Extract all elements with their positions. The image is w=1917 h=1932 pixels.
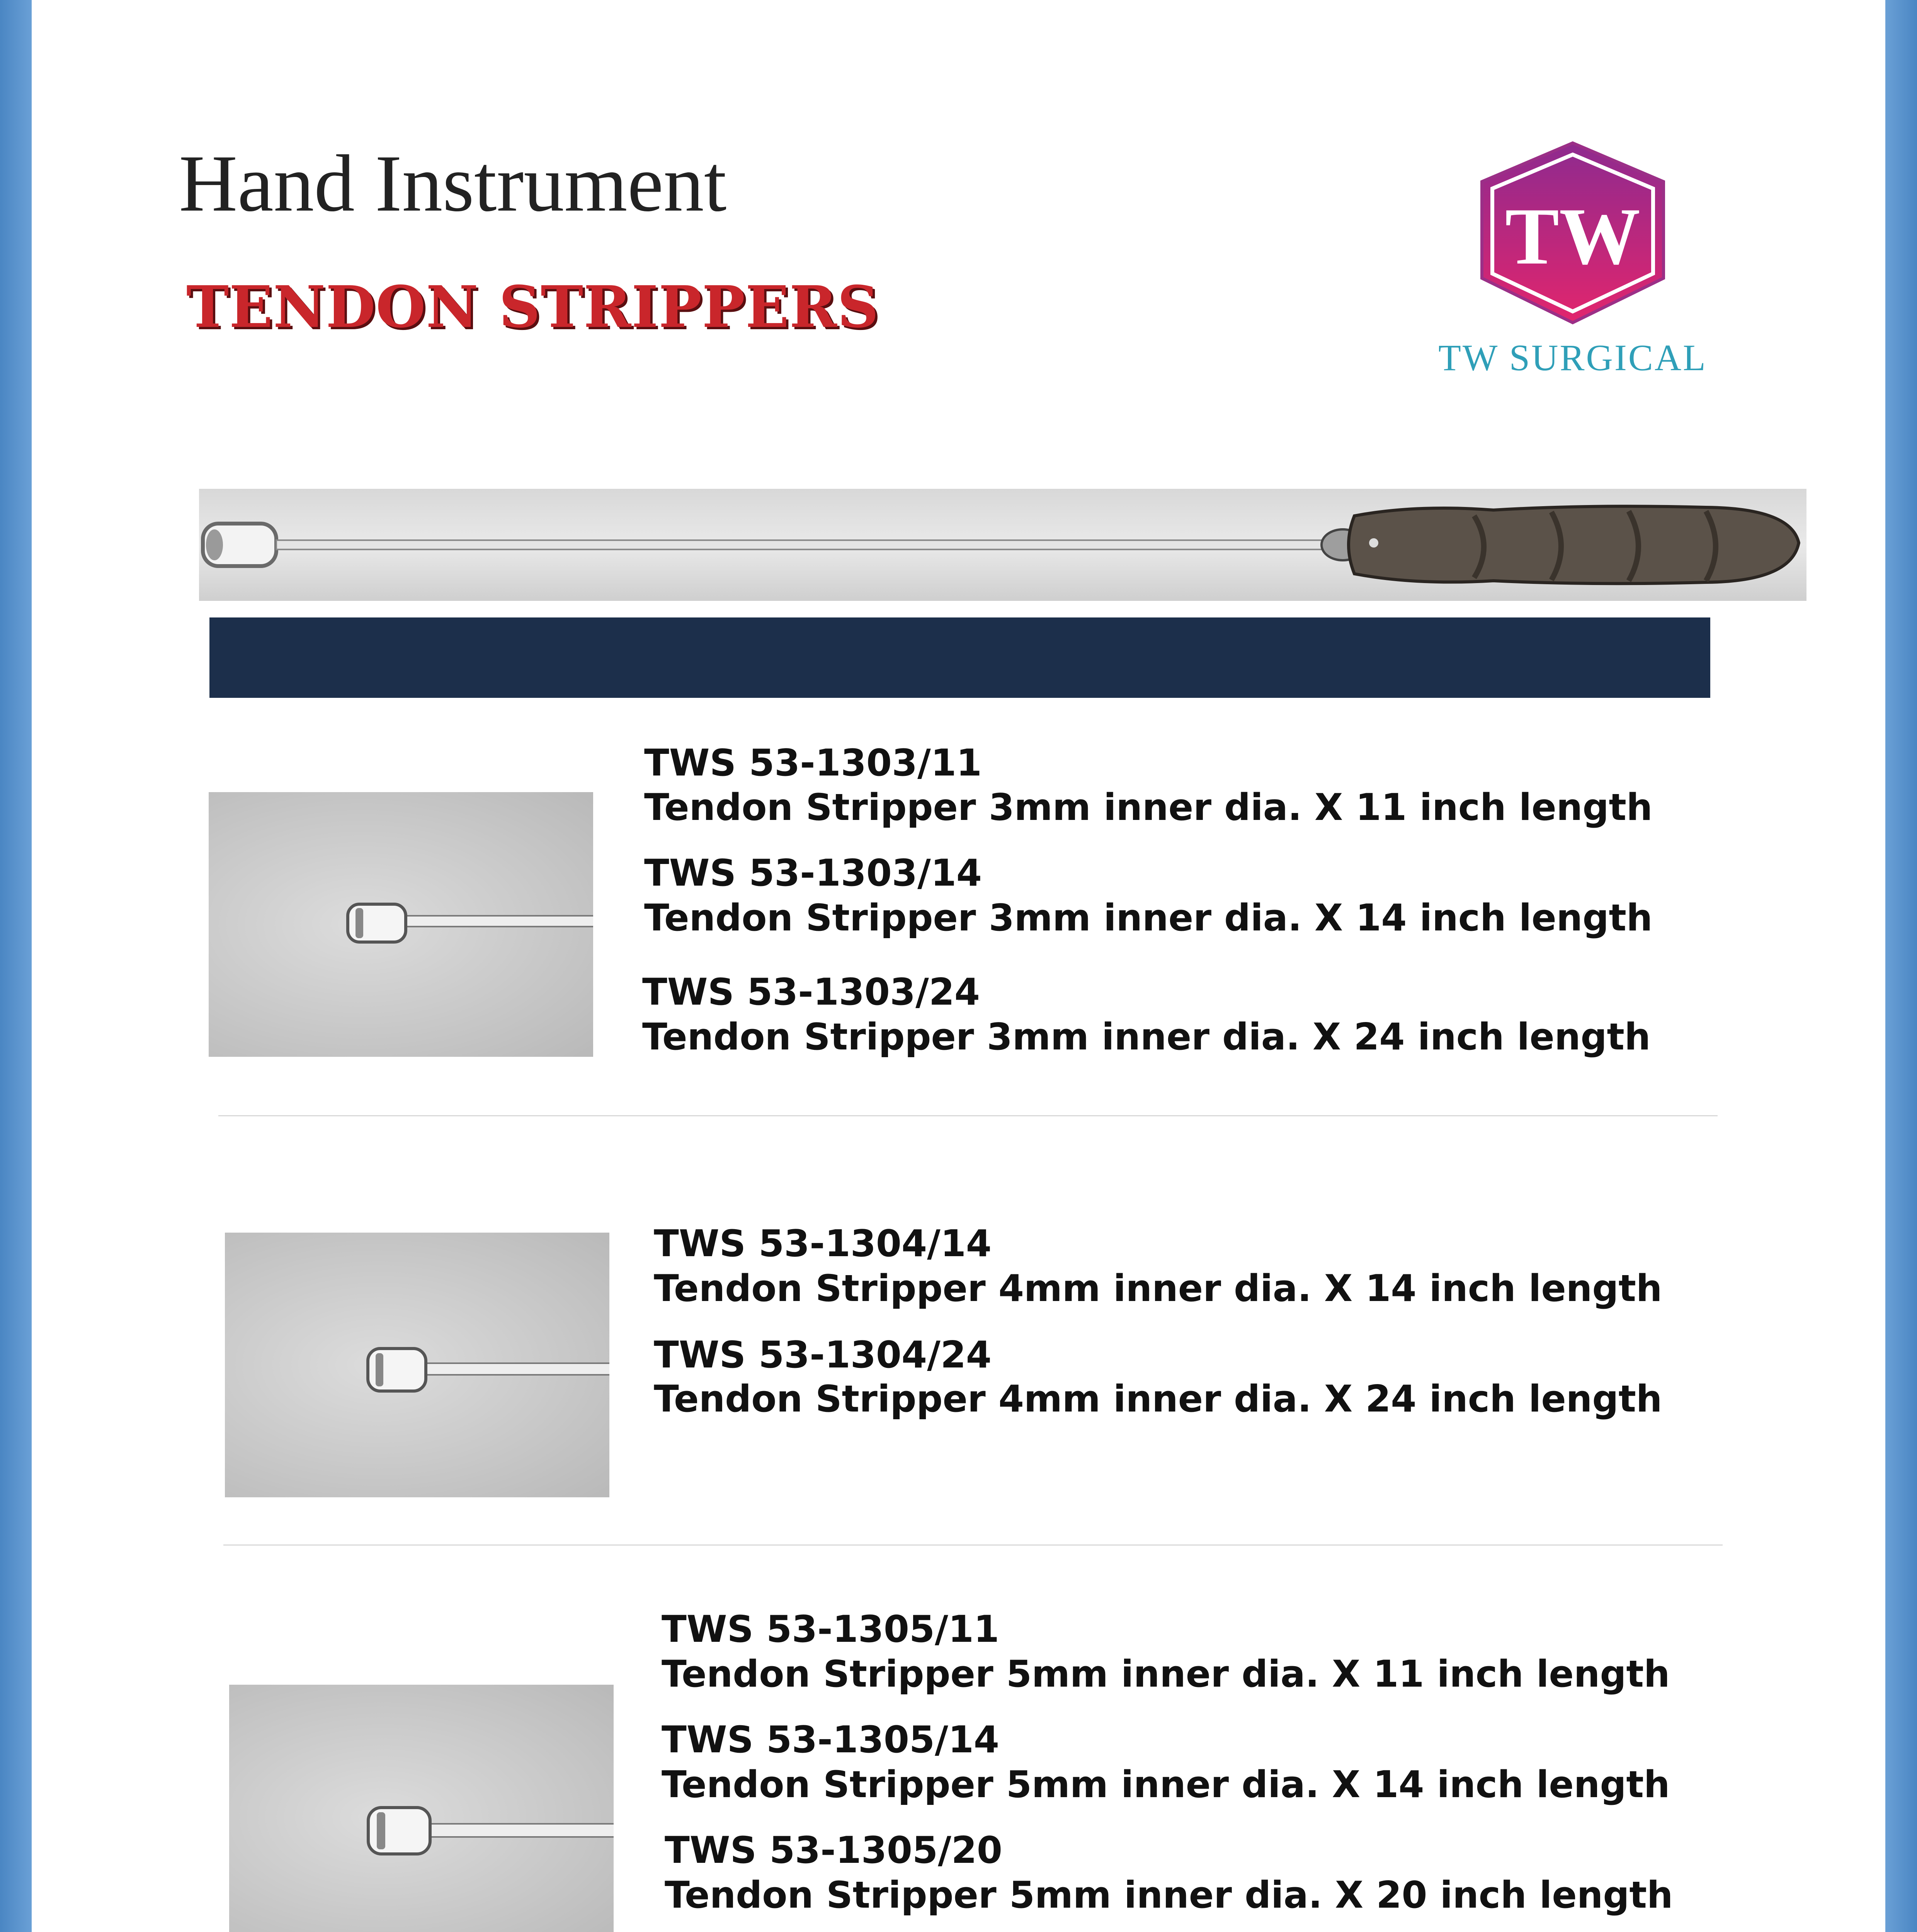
product-description: Tendon Stripper 4mm inner dia. X 14 inch length — [654, 1267, 1662, 1310]
product-image — [229, 1685, 614, 1932]
product-code: TWS 53-1305/11 — [662, 1608, 1000, 1651]
page-subtitle: TENDON STRIPPERS — [186, 273, 879, 340]
page-border-left — [0, 0, 32, 1932]
product-code: TWS 53-1304/24 — [654, 1334, 992, 1376]
product-code: TWS 53-1303/24 — [642, 971, 980, 1014]
product-description: Tendon Stripper 5mm inner dia. X 20 inch length — [665, 1874, 1673, 1917]
logo-shield-icon — [1426, 139, 1720, 332]
product-image — [209, 792, 593, 1057]
product-code: TWS 53-1303/14 — [644, 852, 982, 895]
hero-instrument-image — [199, 489, 1806, 601]
product-description: Tendon Stripper 5mm inner dia. X 11 inch length — [662, 1653, 1670, 1696]
product-description: Tendon Stripper 3mm inner dia. X 11 inch length — [644, 786, 1653, 829]
product-code: TWS 53-1305/20 — [665, 1829, 1003, 1872]
page-border-right — [1885, 0, 1917, 1932]
section-band — [209, 617, 1710, 698]
product-image — [225, 1233, 609, 1497]
product-code: TWS 53-1303/11 — [644, 742, 982, 784]
product-description: Tendon Stripper 3mm inner dia. X 14 inch length — [644, 897, 1653, 939]
section-divider — [223, 1544, 1723, 1546]
product-description: Tendon Stripper 4mm inner dia. X 24 inch length — [654, 1378, 1662, 1420]
product-code: TWS 53-1305/14 — [662, 1719, 1000, 1761]
section-divider — [218, 1115, 1718, 1116]
logo-monogram: TW — [1505, 192, 1641, 281]
product-code: TWS 53-1304/14 — [654, 1223, 992, 1265]
company-logo — [1426, 139, 1720, 378]
page-title: Hand Instrument — [179, 139, 727, 228]
product-description: Tendon Stripper 5mm inner dia. X 14 inch length — [662, 1764, 1670, 1806]
product-description: Tendon Stripper 3mm inner dia. X 24 inch length — [642, 1016, 1651, 1058]
logo-wordmark: TW SURGICAL — [1438, 337, 1707, 378]
